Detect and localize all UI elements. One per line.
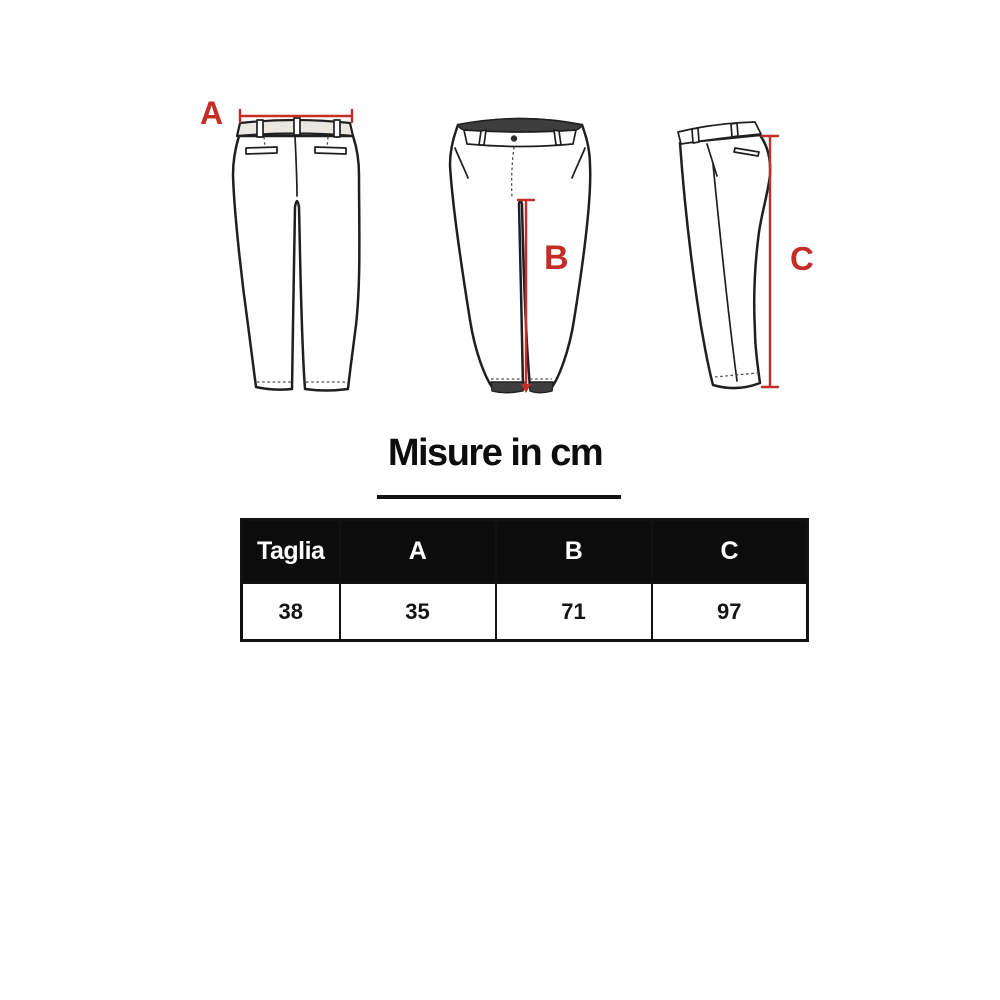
col-header-c: C xyxy=(652,520,808,584)
cell-b: 71 xyxy=(496,583,652,641)
belt-loop xyxy=(554,130,561,145)
front-hem-right xyxy=(529,382,553,393)
measure-label-c: C xyxy=(790,240,814,277)
front-button xyxy=(511,135,517,141)
pants-front-view xyxy=(430,100,610,420)
measure-label-a: A xyxy=(200,95,224,131)
size-table-header-row xyxy=(242,520,808,584)
measure-label-b: B xyxy=(544,239,569,277)
belt-loop xyxy=(334,120,340,137)
pants-back-view xyxy=(195,95,380,415)
col-header-taglia: Taglia xyxy=(242,520,340,584)
belt-loop xyxy=(479,130,486,145)
pants-back-body xyxy=(233,118,359,391)
belt-loop xyxy=(692,128,699,143)
cell-taglia: 38 xyxy=(242,583,340,641)
belt-loop xyxy=(257,120,263,137)
page-title: Misure in cm xyxy=(387,432,603,474)
cell-a: 35 xyxy=(340,583,496,641)
front-hem-left xyxy=(491,382,524,393)
back-pocket-right xyxy=(315,147,346,154)
title-underline xyxy=(377,495,621,499)
size-table xyxy=(240,518,809,642)
col-header-a: A xyxy=(340,520,496,584)
size-table-row xyxy=(242,583,808,641)
pants-side-body xyxy=(678,122,770,388)
pants-front-body xyxy=(450,119,590,393)
belt-loop xyxy=(294,118,300,135)
belt-loop xyxy=(731,123,738,137)
col-header-b: B xyxy=(496,520,652,584)
back-pocket-left xyxy=(246,147,277,154)
cell-c: 97 xyxy=(652,583,808,641)
